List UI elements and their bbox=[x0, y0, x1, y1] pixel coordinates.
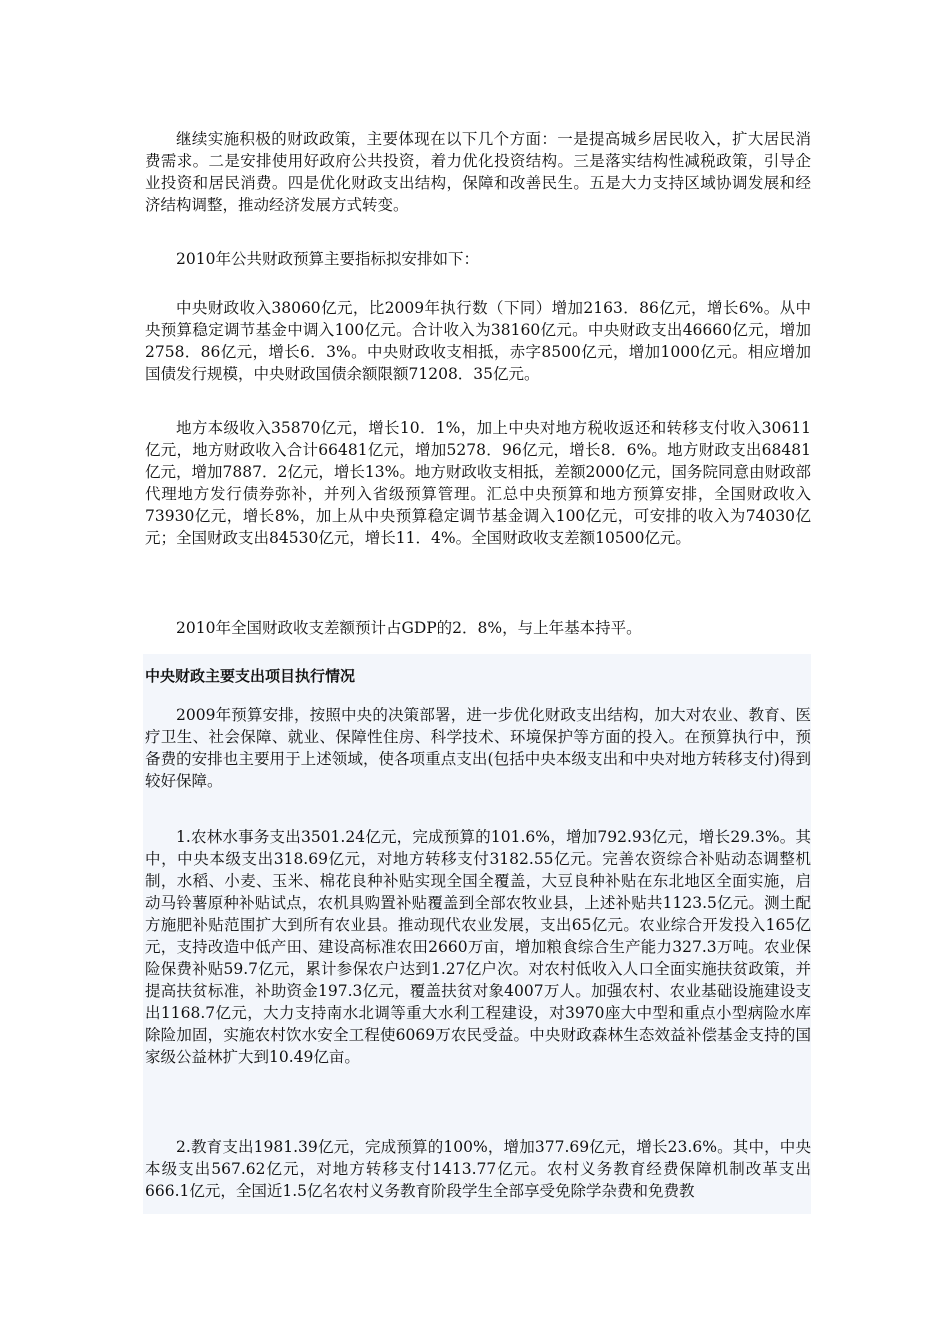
paragraph-central-finance: 中央财政收入38060亿元，比2009年执行数（下同）增加2163．86亿元，增长6%。从中央预算稳定调节基金中调入100亿元。合计收入为38160亿元。中央财政支出46660亿元，增加2758．86亿元，增长6．3%。中央财政收支相抵，赤字8500亿元，增加1000亿元。相应增加国债发行规模，中央财政国债余额限额71208．35亿元。 bbox=[145, 299, 811, 383]
paragraph-fiscal-policy: 继续实施积极的财政政策，主要体现在以下几个方面：一是提高城乡居民收入，扩大居民消费需求。二是安排使用好政府公共投资，着力优化投资结构。三是落实结构性减税政策，引导企业投资和居民消费。四是优化财政支出结构，保障和改善民生。五是大力支持区域协调发展和经济结构调整，推动经济发展方式转变。 bbox=[145, 130, 811, 214]
paragraph-agriculture-spending: 1.农林水事务支出3501.24亿元，完成预算的101.6%，增加792.93亿元，增长29.3%。其中，中央本级支出318.69亿元，对地方转移支付3182.55亿元。完善农资综合补贴动态调整机制，水稻、小麦、玉米、棉花良种补贴实现全国全覆盖，大豆良种补贴在东北地区全面实施，启动马铃薯原种补贴试点，农机具购置补贴覆盖到全部农牧业县，上述补贴共1123.5亿元。测土配方施肥补贴范围扩大到所有农业县。推动现代农业发展，支出65亿元。农业综合开发投入165亿元，支持改造中低产田、建设高标准农田2660万亩，增加粮食综合生产能力327.3万吨。农业保险保费补贴59.7亿元，累计参保农户达到1.27亿户次。对农村低收入人口全面实施扶贫政策，并提高扶贫标准，补助资金197.3亿元，覆盖扶贫对象4007万人。加强农村、农业基础设施建设支出1168.7亿元，大力支持南水北调等重大水利工程建设，对3970座大中型和重点小型病险水库除险加固，实施农村饮水安全工程使6069万农民受益。中央财政森林生态效益补偿基金支持的国家级公益林扩大到10.49亿亩。 bbox=[145, 828, 811, 1066]
paragraph-local-finance: 地方本级收入35870亿元，增长10．1%，加上中央对地方税收返还和转移支付收入30611亿元，地方财政收入合计66481亿元，增加5278．96亿元，增长8．6%。地方财政支出68481亿元，增加7887．2亿元，增长13%。地方财政收支相抵，差额2000亿元，国务院同意由财政部代理地方发行债券弥补，并列入省级预算管理。汇总中央预算和地方预算安排，全国财政收入73930亿元，增长8%，加上从中央预算稳定调节基金调入100亿元，可安排的收入为74030亿元；全国财政支出84530亿元，增长11．4%。全国财政收支差额10500亿元。 bbox=[145, 419, 811, 547]
paragraph-education-spending: 2.教育支出1981.39亿元，完成预算的100%，增加377.69亿元，增长23.6%。其中，中央本级支出567.62亿元，对地方转移支付1413.77亿元。农村义务教育经费保障机制改革支出666.1亿元，全国近1.5亿名农村义务教育阶段学生全部享受免除学杂费和免费教 bbox=[145, 1138, 811, 1200]
paragraph-expenditure-overview: 2009年预算安排，按照中央的决策部署，进一步优化财政支出结构，加大对农业、教育、医疗卫生、社会保障、就业、保障性住房、科学技术、环境保护等方面的投入。在预算执行中，预备费的安排也主要用于上述领域，使各项重点支出(包括中央本级支出和中央对地方转移支付)得到较好保障。 bbox=[145, 706, 811, 790]
cropped-paragraph-container bbox=[145, 1136, 811, 1214]
paragraph-deficit-gdp: 2010年全国财政收支差额预计占GDP的2．8%，与上年基本持平。 bbox=[176, 619, 642, 637]
paragraph-budget-intro: 2010年公共财政预算主要指标拟安排如下： bbox=[176, 250, 479, 268]
section-heading: 中央财政主要支出项目执行情况 bbox=[145, 667, 356, 685]
